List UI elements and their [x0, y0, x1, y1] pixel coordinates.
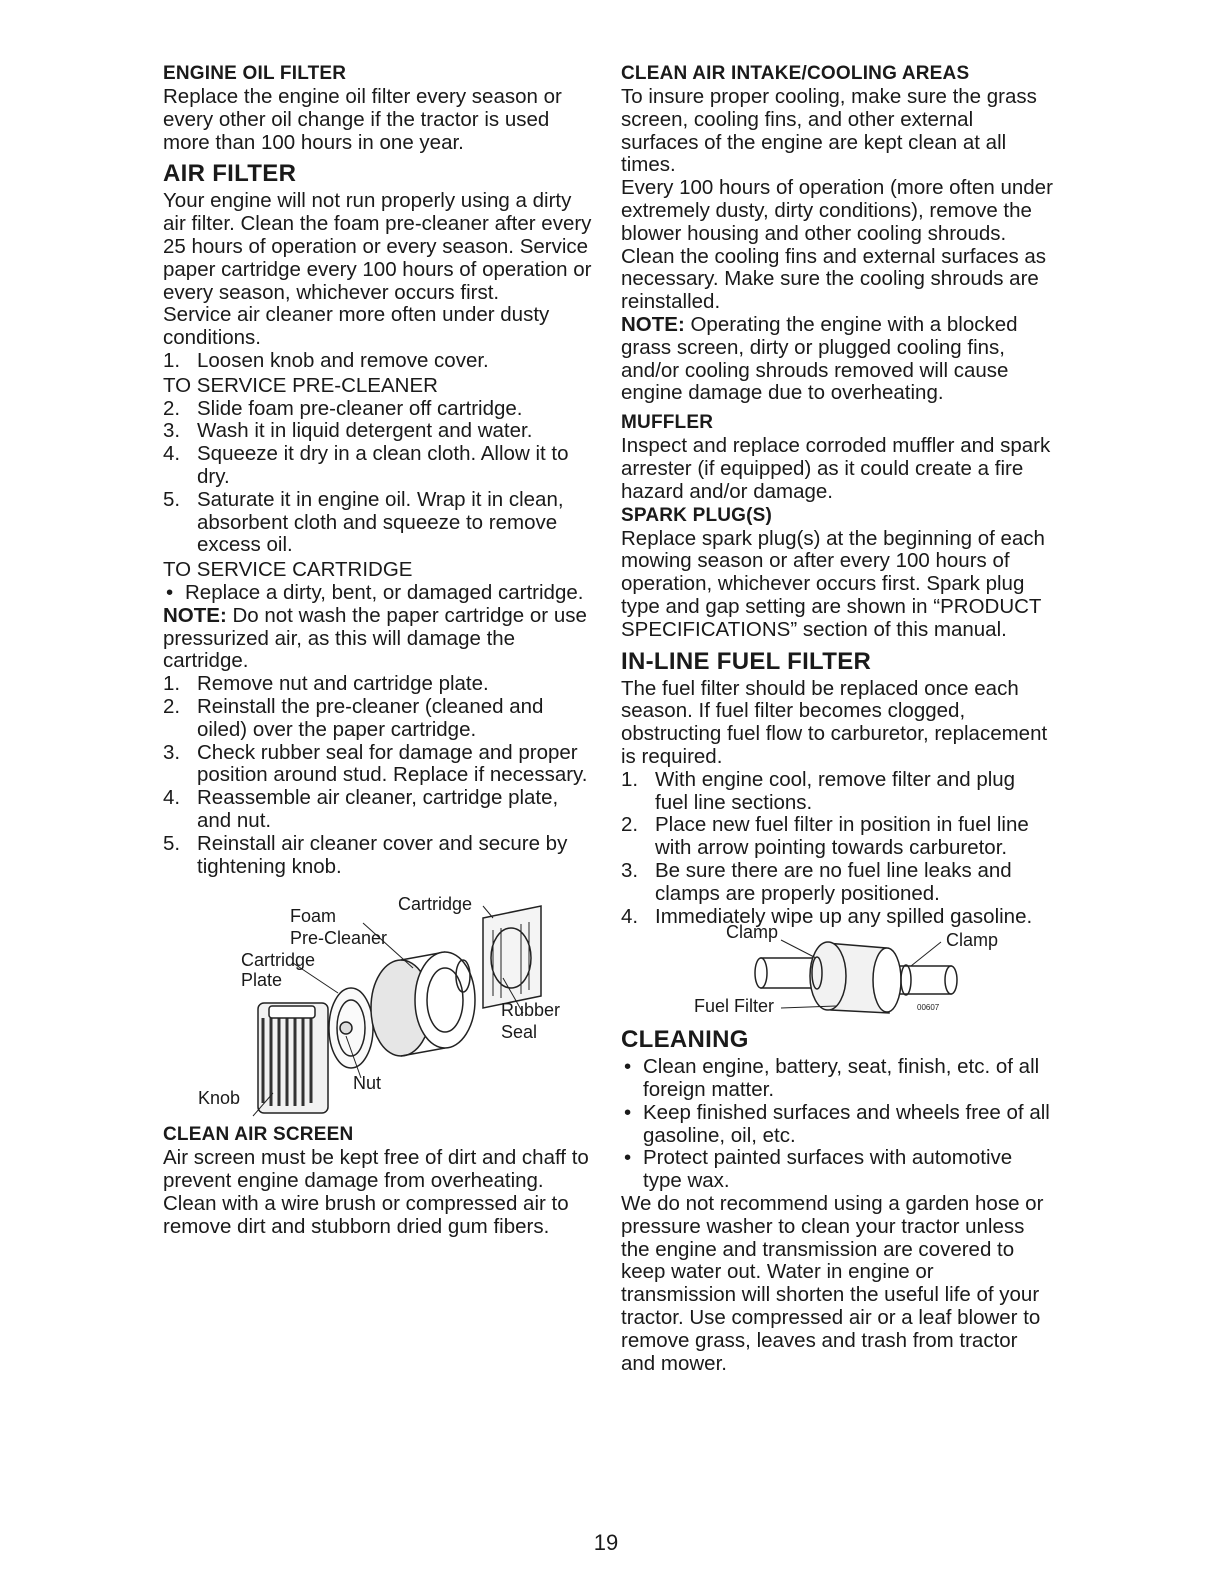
air-filter-intro: Your engine will not run properly using a dirty air filter. Clean the foam pre-cleaner after every 25 hours of operation or every season. Service paper cartridge every 100 hours of operation or every season, whichever occurs first.	[163, 189, 592, 304]
list-item: 3. Wash it in liquid detergent and water.	[163, 419, 533, 443]
air-cleaner-cover-icon	[258, 1003, 328, 1113]
list-item: 3. Check rubber seal for damage and proper position around stud. Replace if necessary.	[163, 740, 588, 787]
paper-cartridge-icon	[483, 906, 541, 1008]
air-filter-heading: AIR FILTER	[163, 160, 297, 188]
list-item: • Protect painted surfaces with automotive type wax.	[621, 1147, 1053, 1193]
cartridge-note	[163, 605, 593, 673]
list-item: 2. Reinstall the pre-cleaner (cleaned and oiled) over the paper cartridge.	[163, 694, 544, 741]
cleaning-heading: CLEANING	[621, 1026, 749, 1054]
spark-plugs-text: Replace spark plug(s) at the beginning of each mowing season or after every 100 hours of operation, whichever occurs first. Spark plug type and gap setting are shown in “PRODUCT SPECIFICATIONS” section of this manual.	[621, 526, 1045, 641]
engine-oil-filter-text: Replace the engine oil filter every season or every other oil change if the tractor is used more than 100 hours in one year.	[163, 85, 562, 154]
air-filter-dusty-note: Service air cleaner more often under dusty conditions.	[163, 303, 550, 350]
fuel-filter-icon	[810, 942, 901, 1013]
list-item: 2. Slide foam pre-cleaner off cartridge.	[163, 396, 523, 420]
foam-pre-cleaner-icon	[371, 952, 475, 1056]
label-seal: Seal	[501, 1022, 538, 1043]
engine-oil-filter-heading: ENGINE OIL FILTER	[163, 63, 347, 84]
clean-air-screen-text: Air screen must be kept free of dirt and chaff to prevent engine damage from overheating. Clean with a wire brush or compressed air to remove dirt and stubborn dried gum fibers.	[163, 1146, 589, 1238]
clean-air-intake-note	[621, 314, 1053, 405]
figure-code: 00607	[917, 1003, 940, 1013]
clean-air-intake-p2: Every 100 hours of operation (more often under extremely dusty, dirty conditions), remove the blower housing and other cooling shrouds. Clean the cooling fins and external surfaces as necessary. Make sure the cooling shrouds are reinstalled.	[621, 176, 1053, 314]
cleaning-bullet-list	[621, 1056, 1053, 1193]
right-column	[621, 62, 1053, 1375]
page-number: 19	[593, 1530, 619, 1555]
list-item: 4. Squeeze it dry in a clean cloth. Allow it to dry.	[163, 442, 569, 488]
label-knob: Knob	[198, 1088, 241, 1109]
list-item: 4. Reassemble air cleaner, cartridge plate, and nut.	[163, 786, 559, 832]
note-label: NOTE:	[163, 603, 227, 627]
label-rubber: Rubber	[501, 1000, 561, 1021]
label-cartridge-plate-2: Plate	[241, 970, 283, 991]
label-cartridge: Cartridge	[398, 894, 473, 915]
cartridge-bullet-list	[163, 582, 593, 605]
list-item: 5. Saturate it in engine oil. Wrap it in clean, absorbent cloth and squeeze to remove excess oil.	[163, 487, 564, 557]
cleaning-text: We do not recommend using a garden hose or pressure washer to clean your tractor unless the engine and transmission are covered to keep water out. Water in engine or transmission will shorten the useful life of your tractor. Use compressed air or a leaf blower to remove grass, leaves and trash from tractor and mower.	[621, 1192, 1044, 1375]
pre-cleaner-steps	[163, 398, 593, 558]
clean-air-intake-p1: To insure proper cooling, make sure the grass screen, cooling fins, and other external surfaces of the engine are kept clean at all times.	[621, 85, 1037, 177]
label-clamp-left: Clamp	[726, 922, 779, 943]
note-text: Do not wash the paper cartridge or use pressurized air, as this will damage the cartridge.	[163, 603, 587, 673]
fuel-filter-text: The fuel filter should be replaced once each season. If fuel filter becomes clogged, obstructing fuel flow to carburetor, replacement is required.	[621, 676, 1048, 768]
cartridge-subheading: TO SERVICE CARTRIDGE	[163, 558, 413, 582]
air-filter-step-list	[163, 350, 593, 373]
nut-icon	[340, 1022, 352, 1034]
pre-cleaner-subheading: TO SERVICE PRE-CLEANER	[163, 373, 438, 397]
label-fuel-filter: Fuel Filter	[694, 996, 775, 1017]
left-column	[163, 62, 593, 1238]
fuel-filter-heading: IN-LINE FUEL FILTER	[621, 647, 872, 675]
air-cleaner-figure	[163, 878, 593, 1123]
muffler-text: Inspect and replace corroded muffler and spark arrester (if equipped) as it could create a fire hazard and/or damage.	[621, 434, 1051, 503]
fuel-filter-figure	[621, 922, 1053, 1020]
list-item: • Replace a dirty, bent, or damaged cartridge.	[163, 582, 593, 605]
label-nut: Nut	[353, 1073, 382, 1094]
list-item: 1. Loosen knob and remove cover.	[163, 348, 489, 372]
list-item: 2. Place new fuel filter in position in fuel line with arrow pointing towards carburetor.	[621, 813, 1029, 860]
label-pre-cleaner: Pre-Cleaner	[290, 928, 388, 949]
fuel-filter-steps	[621, 769, 1053, 929]
note-label: NOTE:	[621, 312, 685, 336]
list-item: 3. Be sure there are no fuel line leaks and clamps are properly positioned.	[621, 858, 1012, 905]
list-item: • Keep finished surfaces and wheels free of all gasoline, oil, etc.	[621, 1102, 1053, 1148]
clean-air-intake-heading: CLEAN AIR INTAKE/COOLING AREAS	[621, 63, 970, 84]
list-item: 4. Immediately wipe up any spilled gasoline.	[621, 904, 1033, 928]
cartridge-steps	[163, 673, 593, 878]
list-item: 1. Remove nut and cartridge plate.	[163, 672, 489, 696]
label-clamp-right: Clamp	[946, 930, 999, 951]
muffler-heading: MUFFLER	[621, 412, 714, 434]
clean-air-screen-heading: CLEAN AIR SCREEN	[163, 1124, 354, 1146]
label-cartridge-plate-1: Cartridge	[241, 950, 316, 971]
spark-plugs-heading: SPARK PLUG(S)	[621, 504, 773, 526]
list-item: • Clean engine, battery, seat, finish, etc. of all foreign matter.	[621, 1056, 1053, 1102]
list-item: 1. With engine cool, remove filter and plug fuel line sections.	[621, 767, 1016, 814]
list-item: 5. Reinstall air cleaner cover and secure by tightening knob.	[163, 831, 568, 878]
note-text: Operating the engine with a blocked grass screen, dirty or plugged cooling fins, and/or cooling shrouds removed will cause engine damage due to overheating.	[621, 312, 1018, 405]
label-foam: Foam	[290, 906, 337, 927]
